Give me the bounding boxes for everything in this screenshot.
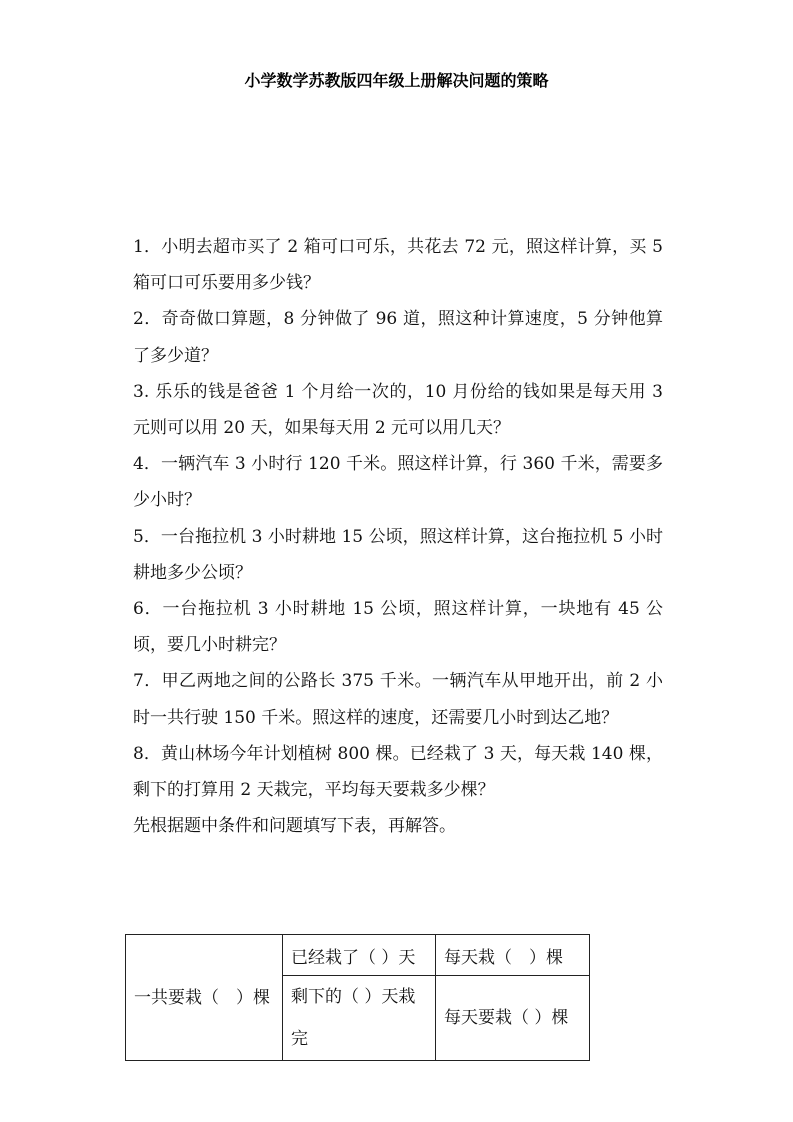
problem-list [133, 229, 663, 844]
remaining-days-cell: 剩下的（ ）天栽完 [283, 976, 436, 1061]
problem-item: 7．甲乙两地之间的公路长 375 千米。一辆汽车从甲地开出，前 2 小时一共行驶 150 千米。照这样的速度，还需要几小时到达乙地？ [133, 671, 663, 728]
problem-item: 3. 乐乐的钱是爸爸 1 个月给一次的，10 月份给的钱如果是每天用 3 元则可以用 20 天，如果每天用 2 元可以用几天？ [133, 381, 663, 439]
problem-item: 2．奇奇做口算题，8 分钟做了 96 道，照这种计算速度，5 分钟他算了多少道？ [133, 309, 663, 366]
problem-item: 5．一台拖拉机 3 小时耕地 15 公顷，照这样计算，这台拖拉机 5 小时耕地多少公顷？ [133, 526, 663, 583]
per-day-cell: 每天栽（ ）棵 [436, 935, 590, 976]
fill-in-table [125, 934, 590, 1061]
page-title: 小学数学苏教版四年级上册解决问题的策略 [244, 71, 549, 90]
problem-item: 1．小明去超市买了 2 箱可口可乐，共花去 72 元，照这样计算，买 5 箱可口可乐要用多少钱？ [133, 237, 663, 294]
planted-days-cell: 已经栽了（ ）天 [283, 935, 436, 976]
problem-item: 6．一台拖拉机 3 小时耕地 15 公顷，照这样计算，一块地有 45 公顷，要几小时耕完？ [133, 599, 663, 656]
problem-item: 4．一辆汽车 3 小时行 120 千米。照这样计算，行 360 千米，需要多少小时？ [133, 454, 663, 511]
total-trees-cell: 一共要栽（ ）棵 [126, 935, 283, 1061]
problem-item: 8．黄山林场今年计划植树 800 棵。已经栽了 3 天，每天栽 140 棵，剩下的打算用 2 天栽完，平均每天要栽多少棵？ [133, 743, 663, 801]
instruction-text: 先根据题中条件和问题填写下表，再解答。 [133, 816, 456, 837]
average-per-day-cell: 每天要栽（ ）棵 [436, 976, 590, 1061]
